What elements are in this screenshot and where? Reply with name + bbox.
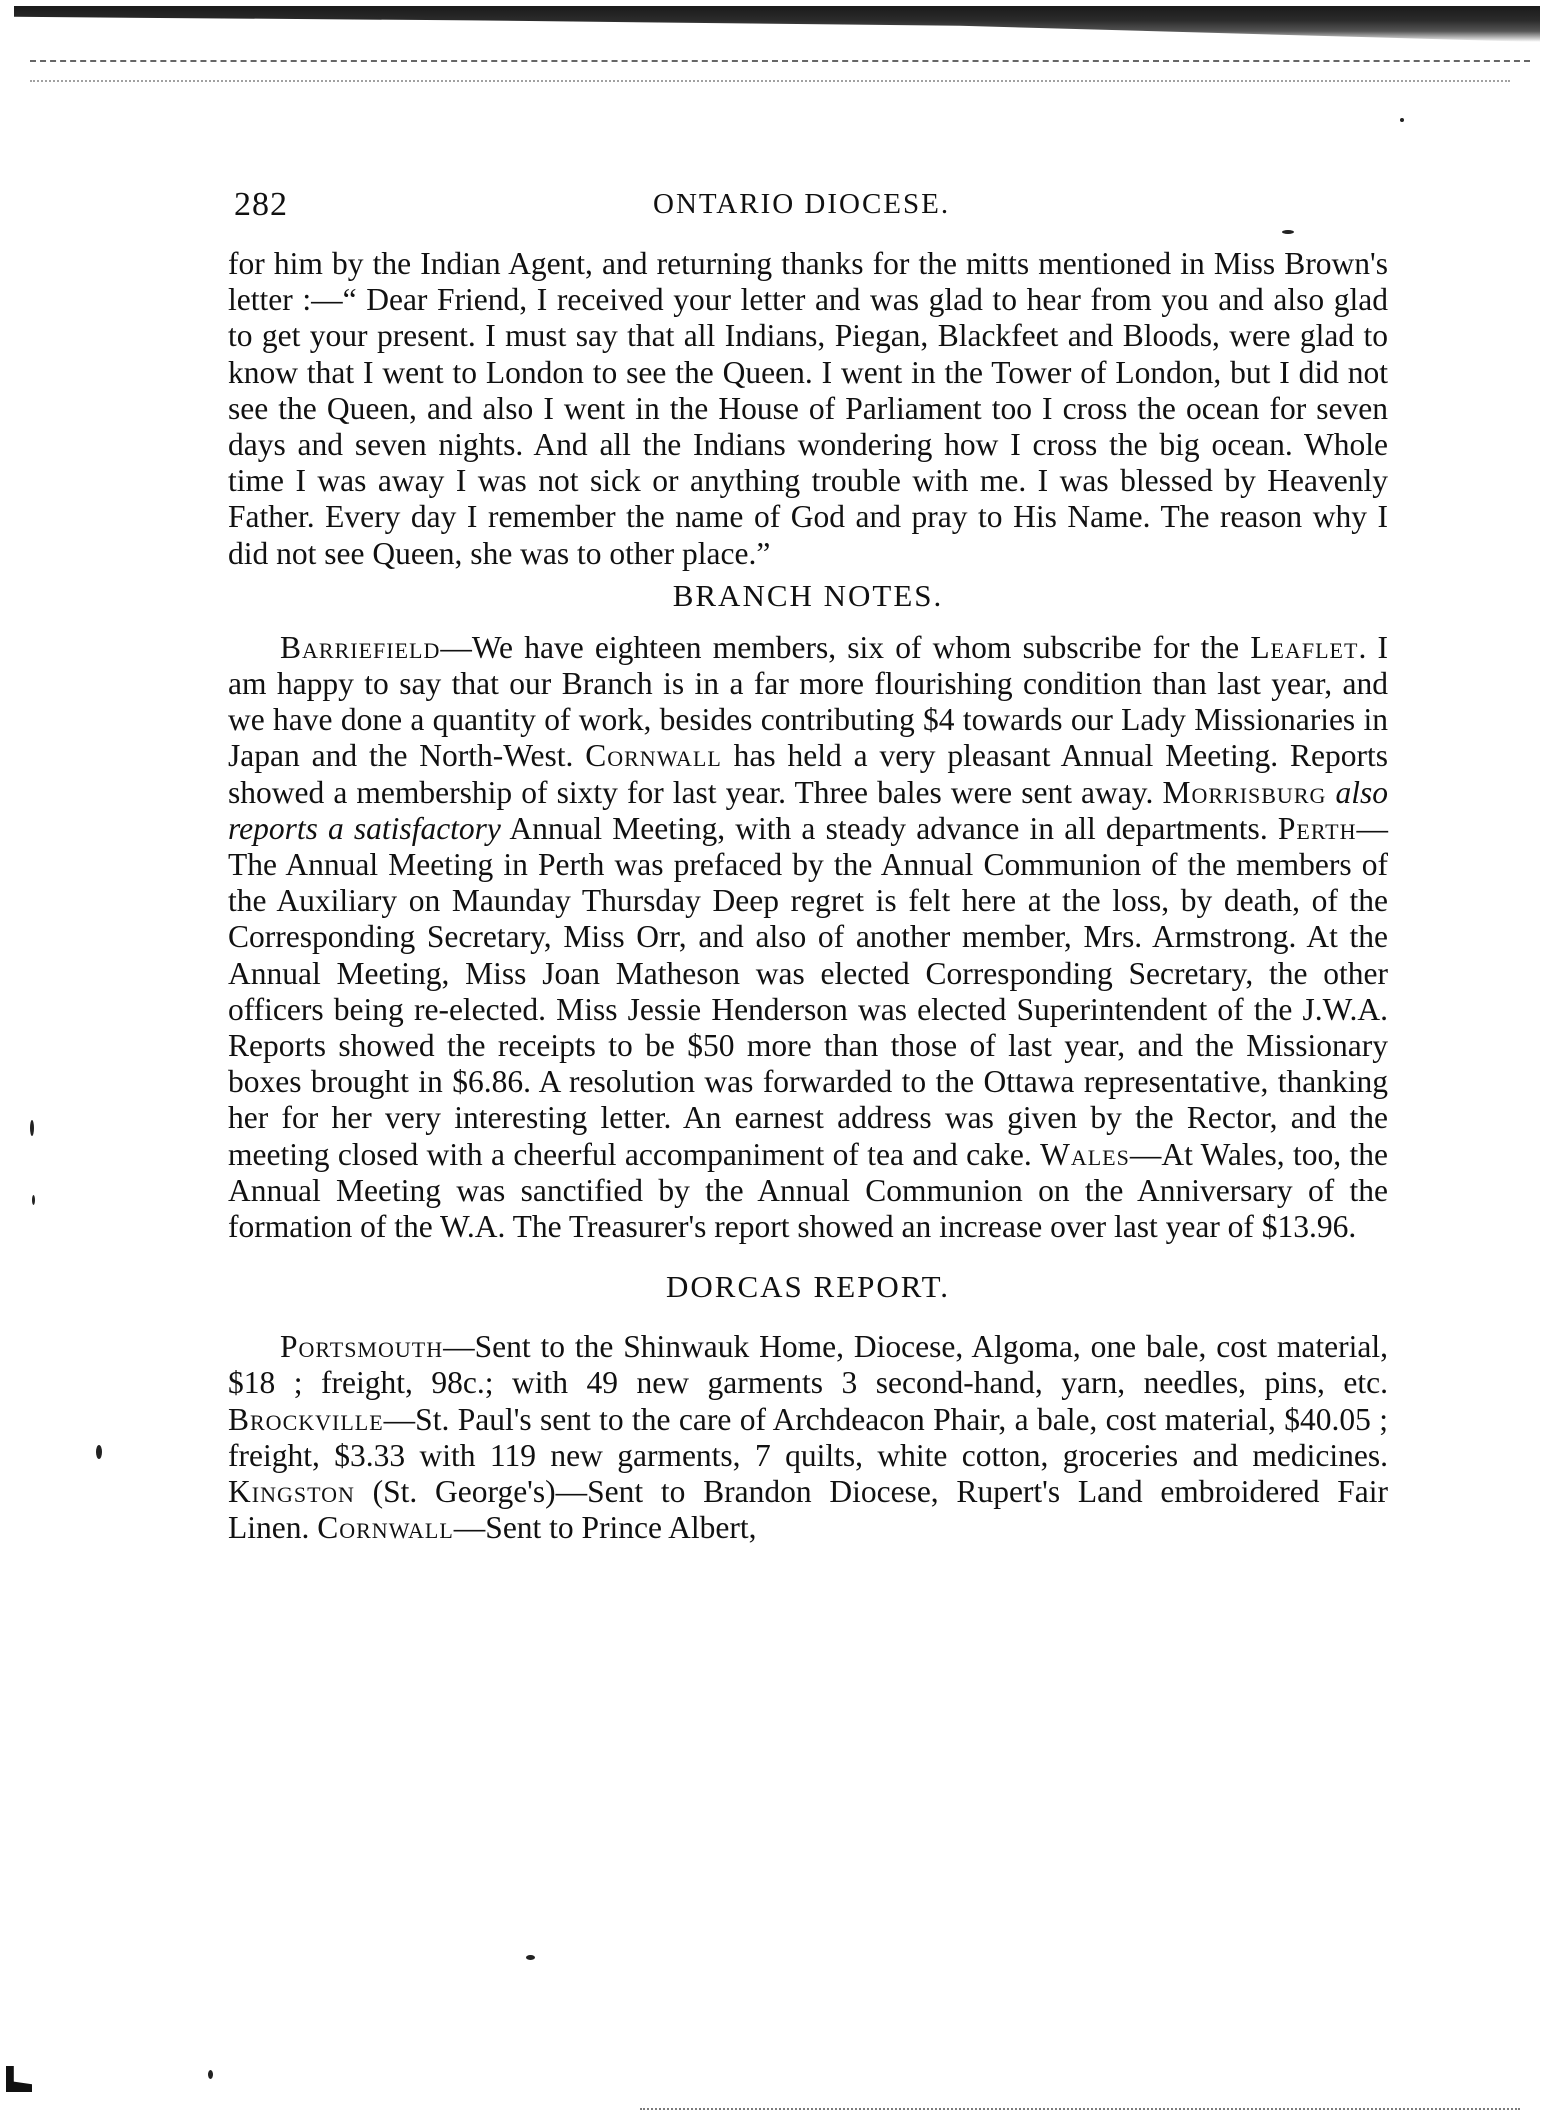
text-run: —At Wales, too, the Annual Meeting was sanctified by the Annual Communion on the Anniversary of the formation of the W.A. The Treasurer's report showed an increase over last year of $13.96. (228, 1136, 1388, 1245)
text-run: (St. George's)—Sent to Brandon Diocese, Rupert's Land embroidered Fair Linen. (228, 1474, 1388, 1546)
place-name: Kingston (228, 1474, 355, 1510)
page-number: 282 (234, 186, 288, 223)
text-run: . I am happy to say that our Branch is in a far more flourishing condition than last year, and we have done a quantity of work, besides contributing $4 towards our Lady Missionaries in Japan and the North-West. (228, 629, 1388, 774)
scan-speck (208, 2070, 213, 2079)
top-border-dots (30, 80, 1510, 84)
running-head (228, 186, 1388, 230)
scan-speck (32, 1195, 35, 1205)
place-name: Morrisburg (1162, 774, 1327, 810)
scan-speck (1400, 118, 1404, 122)
text-run: —Sent to Prince Albert, (453, 1510, 757, 1546)
dorcas-report-heading: DORCAS REPORT. (666, 1269, 950, 1305)
text-run: —St. Paul's sent to the care of Archdeacon Phair, a bale, cost material, $40.05 ; freight, $3.33 with 119 new garments, 7 quilts, white cotton, groceries and medicines. (228, 1401, 1388, 1473)
letter-paragraph: for him by the Indian Agent, and returning thanks for the mitts mentioned in Miss Brown's letter :—“ Dear Friend, I received your letter and was glad to hear from you and also glad to get your present. I must say that all Indians, Piegan, Blackfeet and Bloods, were glad to know that I went to London to see the Queen. I went in the Tower of London, but I did not see the Queen, and also I went in the House of Parliament too I cross the ocean for seven days and seven nights. And all the Indians wondering how I cross the big ocean. Whole time I was away I was not sick or anything trouble with me. I was blessed by Heavenly Father. Every day I remember the name of God and pray to His Name. The reason why I did not see Queen, she was to other place.” (228, 246, 1388, 571)
place-name: Cornwall (317, 1510, 454, 1546)
scan-speck (526, 1955, 535, 1960)
place-name: Barriefield (280, 629, 441, 665)
page-content (228, 186, 1388, 1547)
branch-notes-paragraph (228, 630, 1388, 1245)
place-name: Leaflet (1250, 629, 1359, 665)
top-border-dash (30, 60, 1530, 65)
text-run: has held a very pleasant Annual Meeting. Reports showed a membership of sixty for last year. Three bales were sent away. (228, 738, 1388, 810)
text-run: —Sent to the Shinwauk Home, Diocese, Algoma, one bale, cost material, $18 ; freight, 98c.; with 49 new garments 3 second-hand, yarn, needles, pins, etc. (228, 1329, 1388, 1401)
place-name: Wales (1040, 1136, 1130, 1172)
place-name: Brockville (228, 1401, 384, 1437)
dorcas-report-paragraph (228, 1329, 1388, 1546)
top-border-rule (14, 6, 1540, 42)
scan-speck (30, 1120, 34, 1136)
text-run: —The Annual Meeting in Perth was prefaced by the Annual Communion of the members of the Auxiliary on Maunday Thursday Deep regret is felt here at the loss, by death, of the Corresponding Secretary, Miss Orr, and also of another member, Mrs. Armstrong. At the Annual Meeting, Miss Joan Matheson was elected Corresponding Secretary, the other officers being re-elected. Miss Jessie Henderson was elected Superintendent of the J.W.A. Reports showed the receipts to be $50 more than those of last year, and the Missionary boxes brought in $6.86. A resolution was forwarded to the Ottawa representative, thanking her for her very interesting letter. An earnest address was given by the Rector, and the meeting closed with a cheerful accompaniment of tea and cake. (228, 810, 1388, 1172)
place-name: Perth (1277, 810, 1357, 846)
bottom-border-dots (640, 2108, 1520, 2113)
text-run: —We have eighteen members, six of whom subscribe for the (440, 629, 1251, 665)
scan-corner-mark (6, 2066, 32, 2092)
running-title: ONTARIO DIOCESE. (653, 188, 951, 220)
place-name: Portsmouth (280, 1329, 444, 1365)
scan-speck (96, 1445, 102, 1459)
branch-notes-heading: BRANCH NOTES. (672, 577, 944, 613)
text-run: also reports a satisfactory (228, 774, 1389, 846)
text-run: Annual Meeting, with a steady advance in all departments. (500, 810, 1278, 846)
place-name: Cornwall (585, 738, 722, 774)
